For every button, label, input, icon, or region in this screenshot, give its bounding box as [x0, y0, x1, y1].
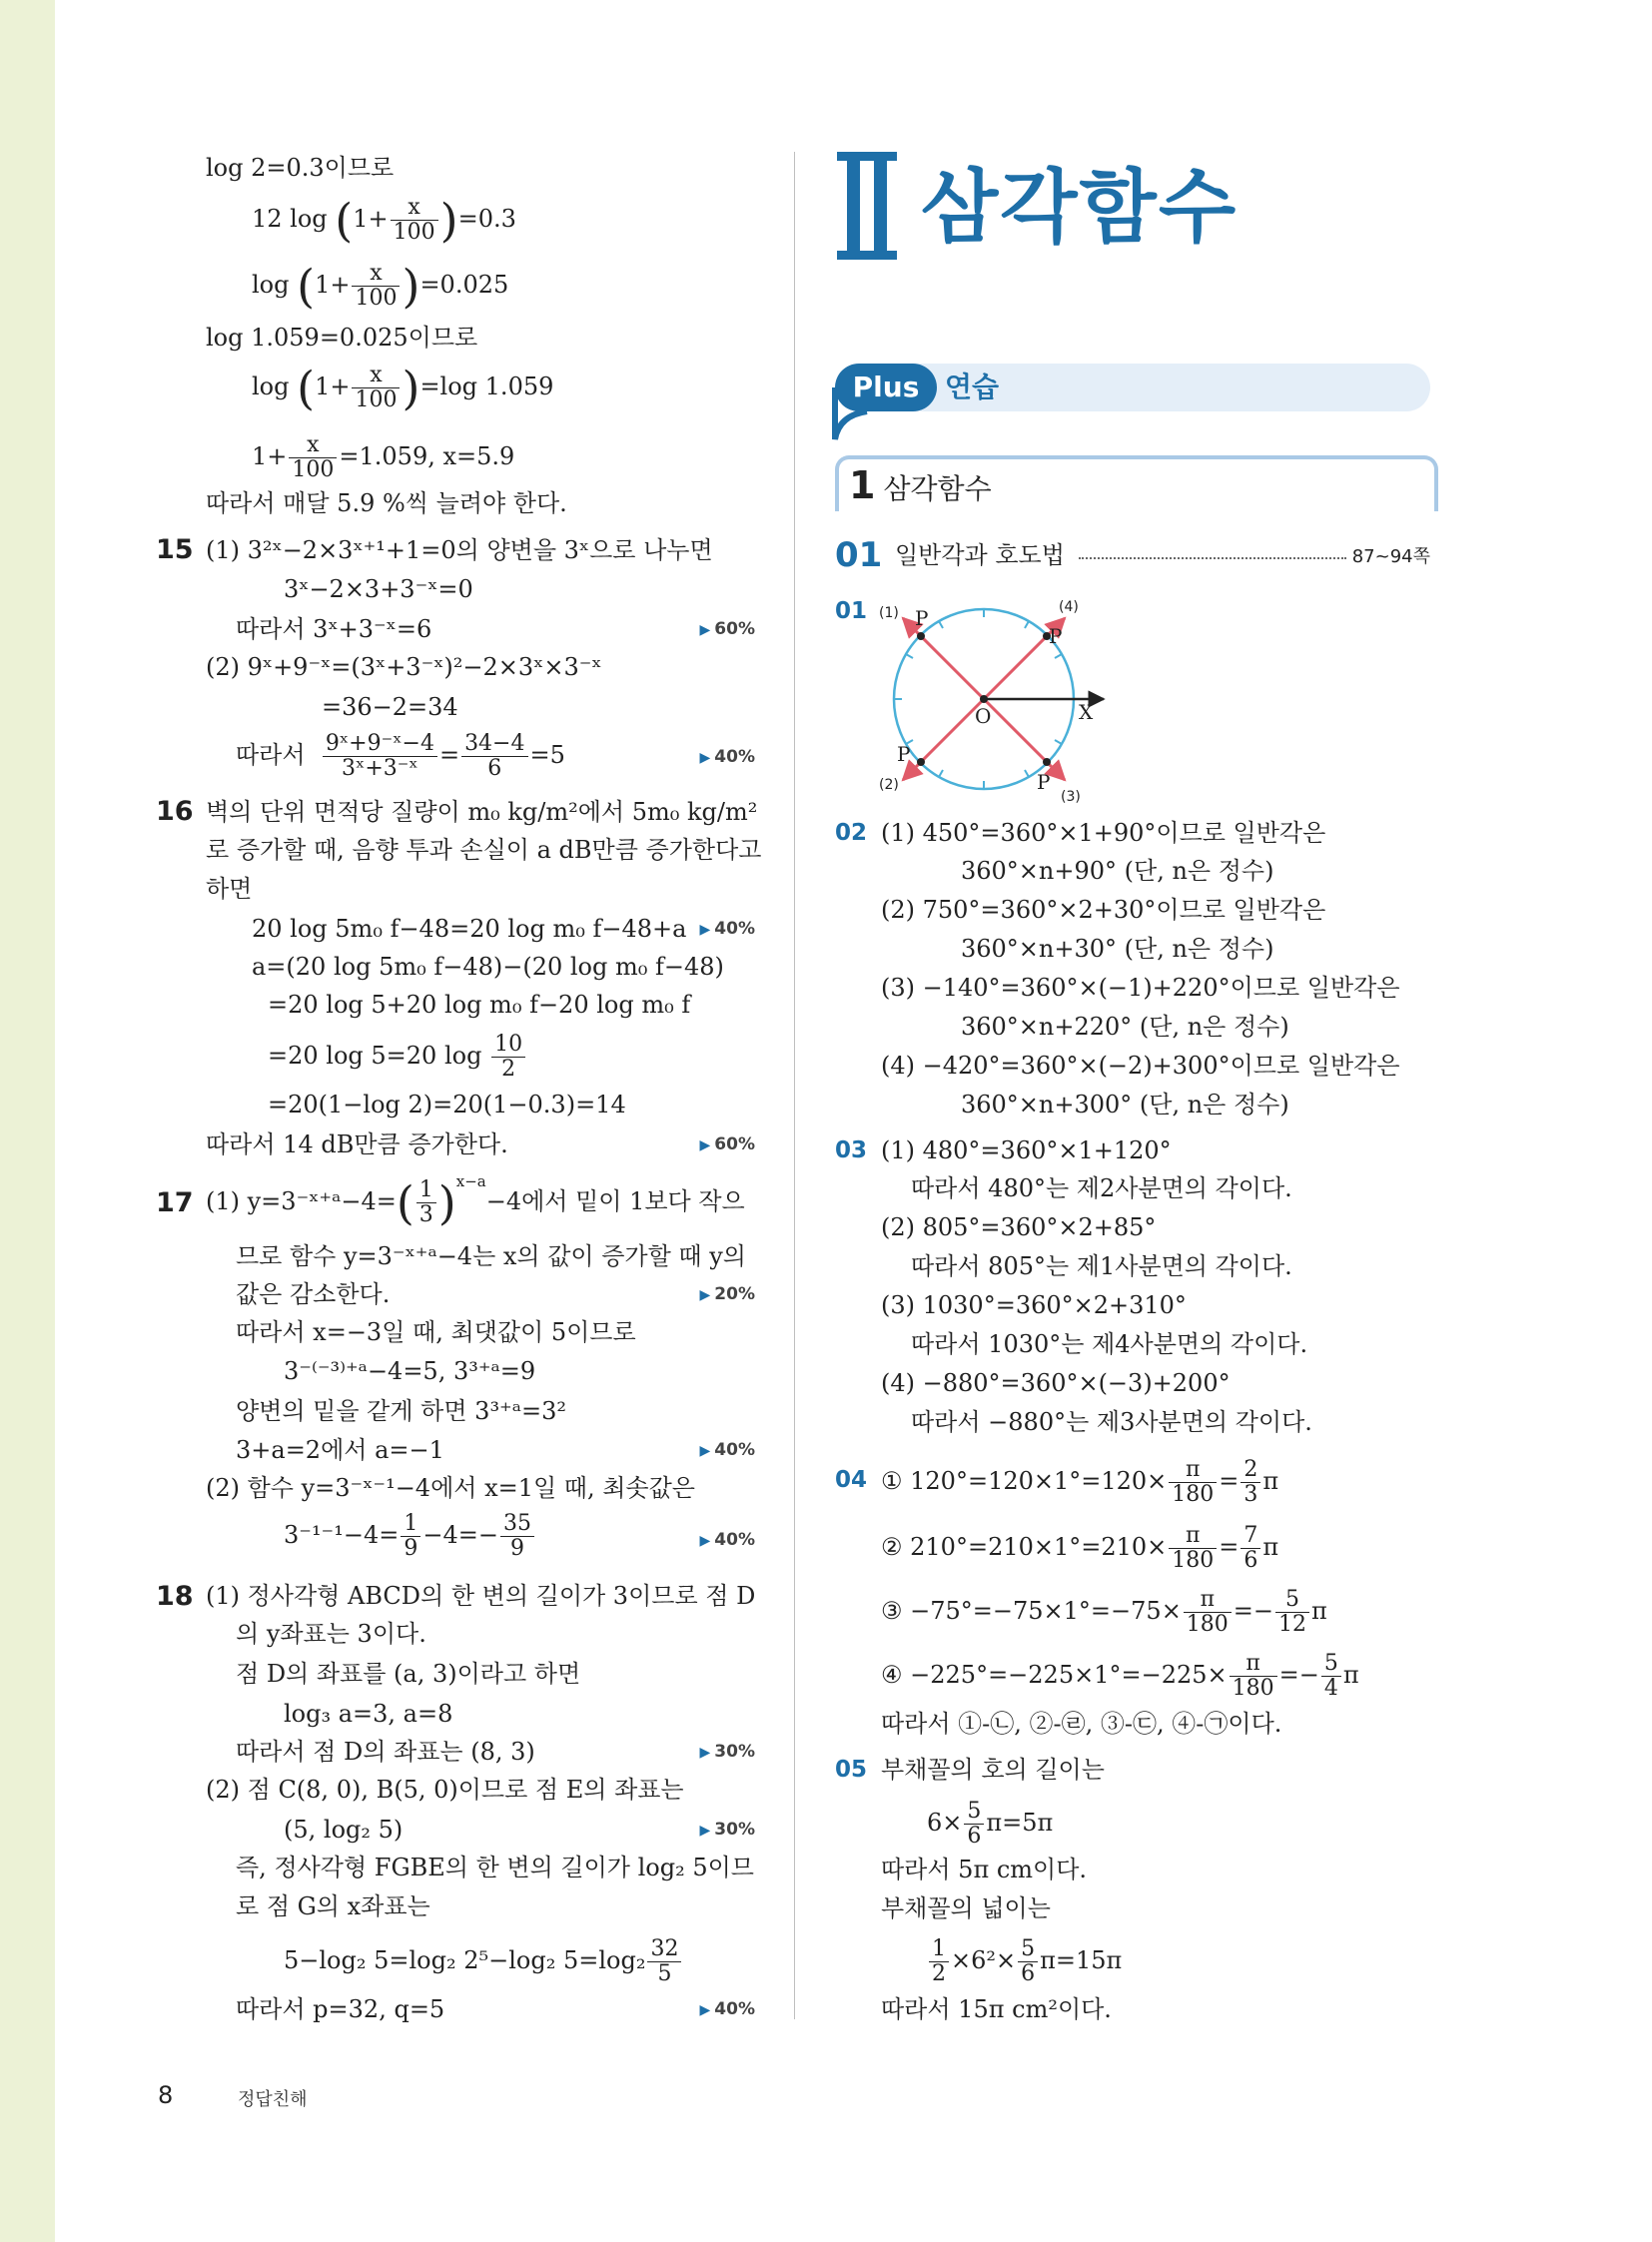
text-line: =20 log 5+20 log m₀ f−20 log m₀ f	[268, 991, 691, 1019]
text-line: (3) 1030°=360°×2+310°	[881, 1291, 1187, 1319]
score-percent: ▶ 40%	[699, 747, 755, 767]
text-line: (1) 정사각형 ABCD의 한 변의 길이가 3이므로 점 D	[206, 1582, 756, 1610]
triangle-icon: ▶	[699, 1137, 711, 1153]
ray-label: (2)	[879, 777, 899, 793]
score-percent: ▶ 40%	[699, 1999, 755, 2019]
equation-line: 6× $\frac{5}{6}$ π=5π	[927, 1799, 1054, 1849]
text-line: (2) 750°=360°×2+30°이므로 일반각은	[881, 896, 1326, 924]
equation-line: 5−log₂ 5=log₂ 2⁵−log₂ 5=log₂ $\frac{32}{5}$	[284, 1937, 683, 1986]
text-line: 따라서 p=32, q=5	[236, 1995, 445, 2023]
text-line: 값은 감소한다.	[236, 1280, 391, 1308]
ray-2	[903, 699, 984, 780]
triangle-icon: ▶	[699, 622, 711, 638]
problem-number: 17	[156, 1187, 194, 1218]
text-line: 로 증가할 때, 음향 투과 손실이 a dB만큼 증가한다고	[206, 836, 762, 864]
text-line: (4) −420°=360°×(−2)+300°이므로 일반각은	[881, 1052, 1400, 1080]
text-line: 360°×n+300° (단, n은 정수)	[961, 1091, 1289, 1119]
text-line: 3ˣ−2×3+3⁻ˣ=0	[284, 575, 473, 603]
equation-line: ① 120°=120×1°=120× $\frac{\pi}{180}$ = $\frac{2}{3}$ π	[881, 1457, 1279, 1507]
section-title: 1 삼각함수	[849, 463, 992, 507]
text-line: log 1.059=0.025이므로	[206, 324, 478, 352]
text-line: 따라서 x=−3일 때, 최댓값이 5이므로	[236, 1318, 636, 1346]
equation-line: 따라서 $\frac{\text{9ˣ+9⁻ˣ−4}}{\text{3ˣ+3⁻ˣ}}$ = $\frac{34-4}{6}$ =5	[236, 731, 565, 781]
equation-line: ④ −225°=−225×1°=−225× $\frac{\pi}{180}$ =− $\frac{5}{4}$ π	[881, 1651, 1359, 1701]
page-range: 87~94쪽	[1351, 546, 1430, 567]
problem-number: 15	[156, 534, 194, 565]
text-line: (2) 805°=360°×2+85°	[881, 1213, 1157, 1241]
text-line: 따라서 ①-㉡, ②-㉣, ③-㉢, ④-㉠이다.	[881, 1710, 1282, 1738]
point-label: P	[1037, 770, 1051, 794]
text-line: 20 log 5m₀ f−48=20 log m₀ f−48+a	[252, 915, 687, 943]
text-line: (4) −880°=360°×(−3)+200°	[881, 1369, 1231, 1397]
text-line: 따라서 15π cm²이다.	[881, 1995, 1112, 2023]
ray-label: (1)	[879, 605, 899, 621]
equation-line: 1+ $\frac{x}{100}$ =1.059, x=5.9	[252, 432, 515, 482]
triangle-icon: ▶	[699, 2002, 711, 2018]
axis-label: X	[1079, 700, 1094, 724]
ray-label: (3)	[1061, 789, 1081, 805]
leader-dots	[1079, 557, 1346, 559]
text-line: (5, log₂ 5)	[284, 1816, 404, 1844]
chapter-title: 삼각함수	[921, 161, 1239, 254]
plus-badge: Plus	[835, 364, 937, 411]
text-line: 따라서 매달 5.9 %씩 늘려야 한다.	[206, 489, 567, 517]
equation-line: log (1+ $\frac{x}{100}$ )=0.025	[252, 259, 509, 314]
roman-numeral-two-icon	[837, 152, 897, 260]
text-line: 따라서 점 D의 좌표는 (8, 3)	[236, 1738, 535, 1766]
score-percent: ▶ 40%	[699, 1440, 755, 1460]
text-line: 따라서 14 dB만큼 증가한다.	[206, 1130, 508, 1158]
text-line: (3) −140°=360°×(−1)+220°이므로 일반각은	[881, 974, 1400, 1002]
text-line: 부채꼴의 호의 길이는	[881, 1756, 1105, 1784]
text-line: 따라서 1030°는 제4사분면의 각이다.	[911, 1330, 1308, 1358]
triangle-icon: ▶	[699, 1443, 711, 1459]
text-line: =36−2=34	[322, 693, 458, 721]
text-line: 양변의 밑을 같게 하면 3³⁺ᵃ=3²	[236, 1397, 566, 1425]
text-line: 3⁻⁽⁻³⁾⁺ᵃ−4=5, 3³⁺ᵃ=9	[284, 1357, 536, 1385]
problem-number: 16	[156, 796, 194, 827]
page-number: 8	[158, 2081, 174, 2109]
text-line: 므로 함수 y=3⁻ˣ⁺ᵃ−4는 x의 값이 증가할 때 y의	[236, 1242, 746, 1270]
equation-line: ② 210°=210×1°=210× $\frac{\pi}{180}$ = $\frac{7}{6}$ π	[881, 1523, 1279, 1573]
subsection-number: 01	[835, 535, 883, 575]
triangle-icon: ▶	[699, 1745, 711, 1761]
origin-label: O	[975, 704, 992, 728]
text-line: (2) 함수 y=3⁻ˣ⁻¹−4에서 x=1일 때, 최솟값은	[206, 1474, 695, 1502]
question-number: 03	[835, 1137, 868, 1163]
equation-line: ③ −75°=−75×1°=−75× $\frac{\pi}{180}$ =− $\frac{5}{12}$ π	[881, 1587, 1327, 1637]
problem-number: 18	[156, 1581, 194, 1612]
score-percent: ▶ 40%	[699, 1530, 755, 1550]
text-line: 따라서 5π cm이다.	[881, 1856, 1088, 1883]
triangle-icon: ▶	[699, 1823, 711, 1839]
text-line: (1) 3²ˣ−2×3ˣ⁺¹+1=0의 양변을 3ˣ으로 나누면	[206, 536, 713, 564]
left-margin-band	[0, 0, 55, 2242]
score-percent: ▶ 30%	[699, 1820, 755, 1840]
question-number: 02	[835, 820, 868, 846]
triangle-icon: ▶	[699, 1287, 711, 1303]
score-percent: ▶ 30%	[699, 1742, 755, 1762]
text-line: 점 D의 좌표를 (a, 3)이라고 하면	[236, 1660, 581, 1688]
ray-1	[903, 618, 984, 699]
equation-line: log (1+ $\frac{x}{100}$ )=log 1.059	[252, 361, 554, 415]
text-line: log 2=0.3이므로	[206, 154, 395, 182]
text-line: 하면	[206, 875, 253, 903]
point-label: P	[1049, 624, 1063, 648]
score-percent: ▶ 60%	[699, 619, 755, 639]
text-line: 부채꼴의 넓이는	[881, 1894, 1051, 1922]
subsection-header	[835, 535, 1430, 575]
text-line: a=(20 log 5m₀ f−48)−(20 log m₀ f−48)	[252, 953, 724, 981]
text-line: 360°×n+220° (단, n은 정수)	[961, 1013, 1289, 1041]
triangle-icon: ▶	[699, 922, 711, 938]
text-line: 따라서 −880°는 제3사분면의 각이다.	[911, 1408, 1312, 1436]
subsection-title: 일반각과 호도법	[895, 541, 1065, 569]
text-line: 360°×n+90° (단, n은 정수)	[961, 857, 1274, 885]
text-line: 벽의 단위 면적당 질량이 m₀ kg/m²에서 5m₀ kg/m²	[206, 798, 758, 826]
text-line: (1) 450°=360°×1+90°이므로 일반각은	[881, 819, 1326, 847]
text-line: 따라서 805°는 제1사분면의 각이다.	[911, 1252, 1292, 1280]
column-divider	[794, 152, 795, 2019]
text-line: 로 점 G의 x좌표는	[236, 1892, 430, 1920]
text-line: 즉, 정사각형 FGBE의 한 변의 길이가 log₂ 5이므	[236, 1854, 754, 1881]
question-number: 01	[835, 598, 868, 624]
text-line: (2) 9ˣ+9⁻ˣ=(3ˣ+3⁻ˣ)²−2×3ˣ×3⁻ˣ	[206, 653, 602, 681]
ray-3	[984, 699, 1065, 780]
text-line: (2) 점 C(8, 0), B(5, 0)이므로 점 E의 좌표는	[206, 1776, 684, 1804]
text-line: 따라서 480°는 제2사분면의 각이다.	[911, 1174, 1292, 1202]
equation-line: 3⁻¹⁻¹−4= $\frac{1}{9}$ −4=− $\frac{35}{9}$	[284, 1512, 536, 1561]
equation-line: (1) y=3⁻ˣ⁺ᵃ−4=( $\frac{1}{3}$ )$^{x-a}$−4에서 밑이 1보다 작으	[206, 1172, 745, 1230]
plus-subtitle: 연습	[945, 371, 1000, 403]
text-line: (1) 480°=360°×1+120°	[881, 1136, 1172, 1164]
text-line: 의 y좌표는 3이다.	[236, 1620, 426, 1648]
point-label: P	[915, 606, 929, 630]
text-line: log₃ a=3, a=8	[284, 1700, 453, 1728]
text-line: 따라서 3ˣ+3⁻ˣ=6	[236, 615, 432, 643]
score-percent: ▶ 60%	[699, 1134, 755, 1154]
triangle-icon: ▶	[699, 750, 711, 766]
equation-line: $\frac{1}{2}$ ×6²× $\frac{5}{6}$ π=15π	[927, 1937, 1122, 1986]
question-number: 05	[835, 1757, 868, 1783]
text-line: 3+a=2에서 a=−1	[236, 1436, 444, 1464]
equation-line: 12 log (1+ $\frac{x}{100}$ )=0.3	[252, 193, 516, 248]
footer-label: 정답친해	[238, 2089, 308, 2110]
text-line: 360°×n+30° (단, n은 정수)	[961, 935, 1274, 963]
text-line: =20(1−log 2)=20(1−0.3)=14	[268, 1091, 626, 1119]
equation-line: =20 log 5=20 log $\frac{10}{2}$	[268, 1033, 527, 1082]
score-percent: ▶ 20%	[699, 1284, 755, 1304]
ray-label: (4)	[1059, 599, 1079, 615]
triangle-icon: ▶	[699, 1533, 711, 1549]
question-number: 04	[835, 1467, 868, 1493]
angle-diagram	[879, 595, 1119, 805]
score-percent: ▶ 40%	[699, 919, 755, 939]
point-label: P	[897, 742, 911, 766]
